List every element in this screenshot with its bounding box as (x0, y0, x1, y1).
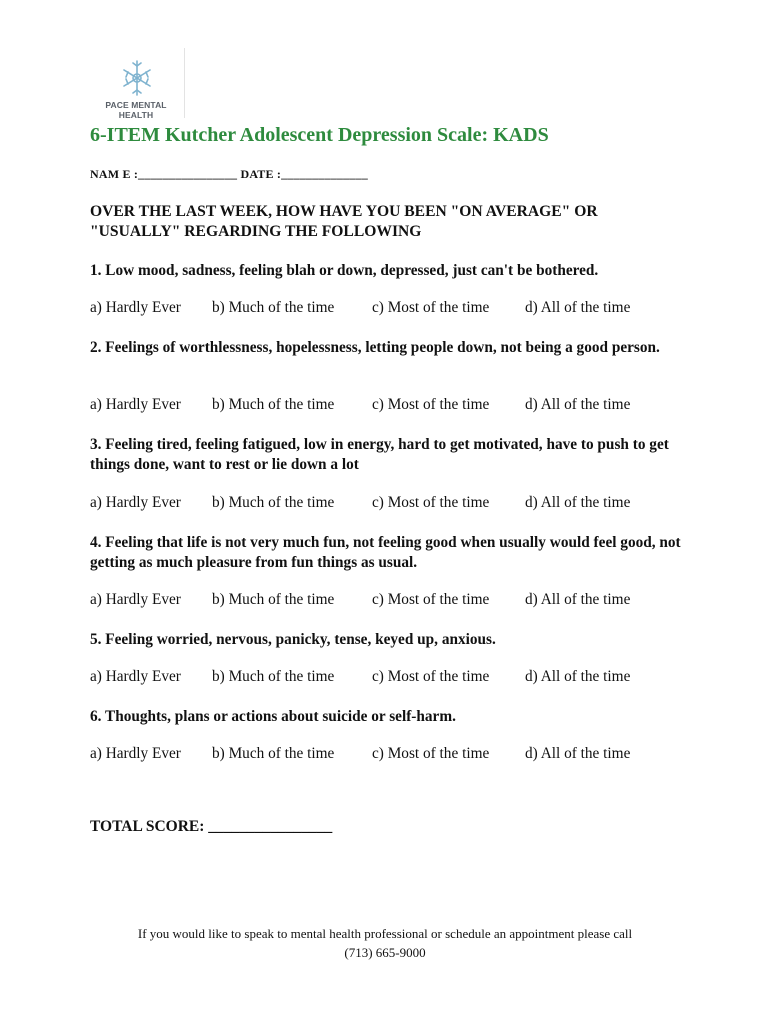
option-most-of-the-time[interactable]: c) Most of the time (372, 396, 490, 413)
footer-text: If you would like to speak to mental health professional or schedule an appointment please call (137, 926, 633, 941)
question-5: 5. Feeling worried, nervous, panicky, tense, keyed up, anxious. (90, 631, 496, 648)
option-all-of-the-time[interactable]: d) All of the time (525, 494, 631, 511)
option-hardly-ever[interactable]: a) Hardly Ever (90, 591, 181, 608)
option-most-of-the-time[interactable]: c) Most of the time (372, 299, 490, 316)
option-most-of-the-time[interactable]: c) Most of the time (372, 494, 490, 511)
option-much-of-the-time[interactable]: b) Much of the time (212, 668, 335, 685)
question-3: 3. Feeling tired, feeling fatigued, low in energy, hard to get motivated, have to push to get things done, want to rest or lie down a lot (90, 436, 669, 473)
option-all-of-the-time[interactable]: d) All of the time (525, 299, 631, 316)
option-hardly-ever[interactable]: a) Hardly Ever (90, 299, 181, 316)
total-score-field[interactable]: TOTAL SCORE: ________________ (90, 818, 333, 835)
page-title: 6-ITEM Kutcher Adolescent Depression Scale: KADS (90, 124, 549, 146)
logo (90, 48, 185, 118)
option-much-of-the-time[interactable]: b) Much of the time (212, 299, 335, 316)
footer-note (90, 924, 680, 962)
option-hardly-ever[interactable]: a) Hardly Ever (90, 668, 181, 685)
question-4: 4. Feeling that life is not very much fun, not feeling good when usually would feel good, not getting as much pleasure from fun things as usual. (90, 534, 681, 571)
option-all-of-the-time[interactable]: d) All of the time (525, 591, 631, 608)
option-all-of-the-time[interactable]: d) All of the time (525, 668, 631, 685)
question-6: 6. Thoughts, plans or actions about suicide or self-harm. (90, 708, 456, 725)
option-hardly-ever[interactable]: a) Hardly Ever (90, 396, 181, 413)
logo-divider (184, 48, 185, 118)
option-much-of-the-time[interactable]: b) Much of the time (212, 591, 335, 608)
footer-phone: (713) 665-9000 (344, 945, 426, 960)
option-all-of-the-time[interactable]: d) All of the time (525, 396, 631, 413)
name-date-line[interactable]: NAM E :________________ DATE :______________ (90, 167, 368, 181)
option-much-of-the-time[interactable]: b) Much of the time (212, 745, 335, 762)
snowflake-tree-icon (120, 58, 154, 98)
option-most-of-the-time[interactable]: c) Most of the time (372, 745, 490, 762)
option-hardly-ever[interactable]: a) Hardly Ever (90, 494, 181, 511)
option-much-of-the-time[interactable]: b) Much of the time (212, 396, 335, 413)
option-most-of-the-time[interactable]: c) Most of the time (372, 668, 490, 685)
question-2: 2. Feelings of worthlessness, hopelessness, letting people down, not being a good person. (90, 339, 660, 356)
logo-text: PACE MENTAL HEALTH (105, 100, 167, 120)
option-most-of-the-time[interactable]: c) Most of the time (372, 591, 490, 608)
option-hardly-ever[interactable]: a) Hardly Ever (90, 745, 181, 762)
option-much-of-the-time[interactable]: b) Much of the time (212, 494, 335, 511)
option-all-of-the-time[interactable]: d) All of the time (525, 745, 631, 762)
question-1: 1. Low mood, sadness, feeling blah or down, depressed, just can't be bothered. (90, 262, 599, 279)
instructions-heading: OVER THE LAST WEEK, HOW HAVE YOU BEEN "ON AVERAGE" OR "USUALLY" REGARDING THE FOLLOWING (90, 203, 598, 240)
